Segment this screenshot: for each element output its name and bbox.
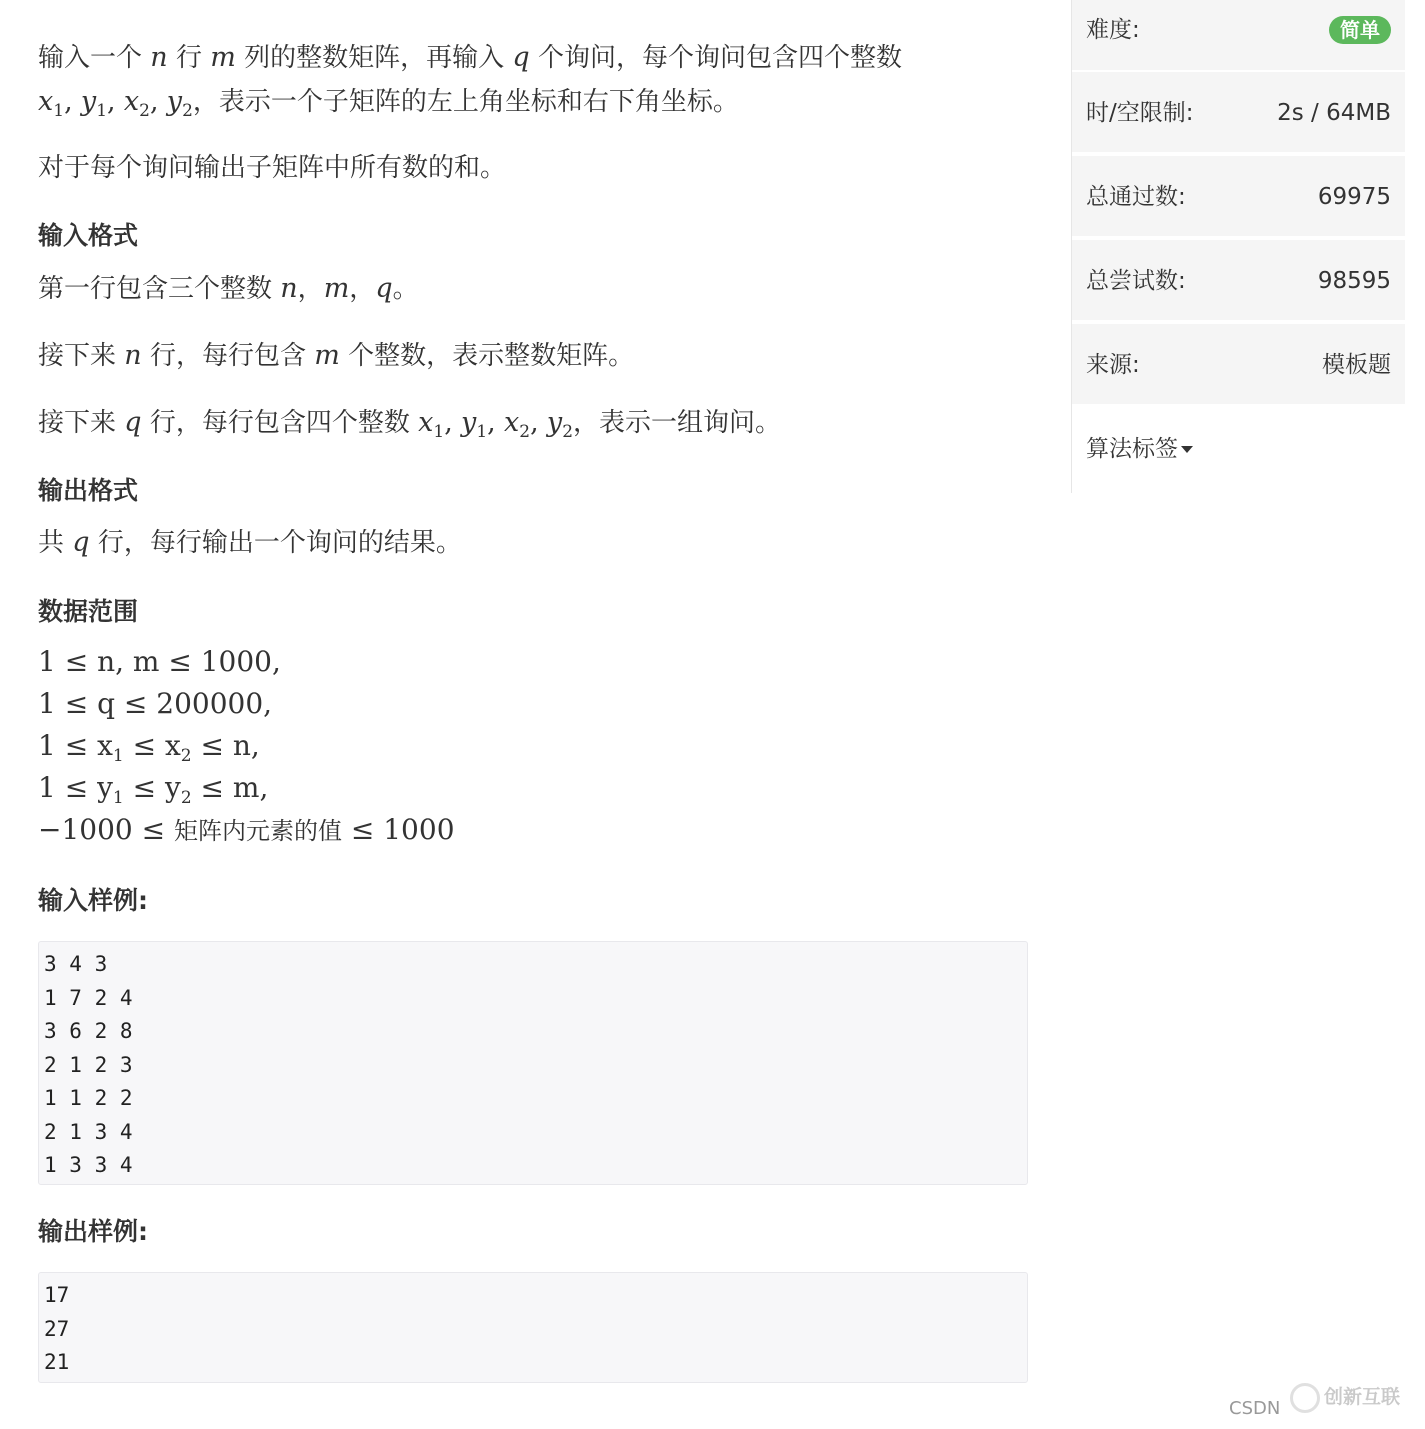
range-part: ≤ x <box>123 729 181 762</box>
range-part: 1 ≤ x <box>38 729 113 762</box>
limit-label: 时/空限制: <box>1086 100 1194 126</box>
math-var: x <box>123 86 140 117</box>
math-sub: 1 <box>112 788 124 808</box>
range-part: ≤ n, <box>191 729 260 762</box>
source-value[interactable]: 模板题 <box>1322 352 1391 378</box>
desc-line-1 <box>38 36 902 80</box>
desc-text: 输入一个 <box>38 43 143 73</box>
algorithm-tags-toggle[interactable] <box>1072 408 1405 490</box>
math-m: m <box>323 273 350 304</box>
input-format-line-1 <box>38 267 419 311</box>
math-comma: , <box>149 86 159 117</box>
desc-line-3: 对于每个询问输出子矩阵中所有数的和。 <box>38 153 507 183</box>
math-sub: 1 <box>53 101 65 121</box>
brand-watermark <box>1290 1382 1400 1413</box>
sample-input-code[interactable] <box>38 941 1028 1185</box>
desc-text: 共 <box>38 528 65 558</box>
desc-text: ，表示一个子矩阵的左上角坐标和右下角坐标。 <box>192 87 739 117</box>
desc-text: 行，每行包含 <box>149 341 306 371</box>
math-x2 <box>123 86 150 121</box>
math-y1 <box>80 86 108 121</box>
math-q: q <box>72 527 90 558</box>
math-x1 <box>38 86 65 121</box>
math-q: q <box>375 273 393 304</box>
desc-text: ， <box>297 274 324 304</box>
code-line: 27 <box>44 1316 70 1341</box>
source-row <box>1072 324 1405 406</box>
math-var: y <box>80 86 97 117</box>
attempts-row <box>1072 240 1405 322</box>
algorithm-tags-label[interactable] <box>1086 408 1193 490</box>
range-part: 1 ≤ y <box>38 771 113 804</box>
desc-text: 行 <box>175 43 202 73</box>
attempts-value: 98595 <box>1317 268 1391 294</box>
math-comma: , <box>107 86 116 117</box>
source-label: 来源: <box>1086 352 1140 378</box>
code-line: 21 <box>44 1350 70 1374</box>
desc-line-2 <box>38 80 739 124</box>
math-comma: , <box>444 407 453 438</box>
desc-text: 接下来 <box>38 341 117 371</box>
desc-text: 第一行包含三个整数 <box>38 274 273 304</box>
difficulty-label: 难度: <box>1086 17 1140 43</box>
math-sub: 2 <box>180 746 192 766</box>
desc-text: 接下来 <box>38 408 117 438</box>
limit-value: 2s / 64MB <box>1277 100 1391 126</box>
desc-text: ，表示一组询问。 <box>573 408 782 438</box>
caret-down-icon <box>1181 446 1193 453</box>
code-line: 2 1 3 4 <box>44 1119 133 1144</box>
math-m: m <box>314 340 340 371</box>
math-x1 <box>418 407 445 442</box>
input-format-heading: 输入格式 <box>38 221 139 250</box>
math-y1 <box>461 407 488 442</box>
range-line-4 <box>38 767 455 809</box>
tags-text: 算法标签 <box>1086 436 1178 462</box>
code-line: 1 3 3 4 <box>44 1153 133 1177</box>
input-format-line-3 <box>38 401 781 445</box>
csdn-watermark: CSDN <box>1229 1398 1281 1419</box>
code-line: 3 6 2 8 <box>44 1019 133 1043</box>
math-n: n <box>280 273 298 304</box>
math-sub: 2 <box>519 422 531 442</box>
code-line: 2 1 2 3 <box>44 1052 133 1077</box>
math-sub: 1 <box>112 746 124 766</box>
limit-row <box>1072 72 1405 154</box>
sample-output-code[interactable] <box>38 1272 1028 1383</box>
input-format-line-2 <box>38 334 634 378</box>
desc-text: 行，每行包含四个整数 <box>149 408 410 438</box>
code-line: 3 4 3 <box>44 952 108 976</box>
range-part: −1000 ≤ <box>38 813 174 846</box>
code-line: 1 7 2 4 <box>44 985 133 1010</box>
math-comma: , <box>530 407 539 438</box>
sample-output-heading: 输出样例: <box>38 1217 148 1246</box>
math-var: y <box>461 407 477 438</box>
data-range-heading: 数据范围 <box>38 597 139 626</box>
math-sub: 2 <box>139 101 150 121</box>
math-sub: 1 <box>433 422 445 442</box>
sample-input-heading: 输入样例: <box>38 886 148 915</box>
range-line-3 <box>38 725 455 767</box>
math-var: x <box>38 86 54 117</box>
output-format-heading: 输出格式 <box>38 476 139 505</box>
code-line: 1 1 2 2 <box>44 1086 133 1110</box>
desc-text: 。 <box>392 274 419 304</box>
desc-text: ， <box>349 274 376 304</box>
brand-logo-icon <box>1290 1383 1320 1413</box>
math-x2 <box>504 407 531 442</box>
brand-text: 创新互联 <box>1324 1386 1401 1408</box>
math-n: n <box>150 42 168 73</box>
math-comma: , <box>487 407 496 438</box>
passed-label: 总通过数: <box>1086 184 1186 210</box>
range-line-1: 1 ≤ n, m ≤ 1000, <box>38 645 281 678</box>
difficulty-badge: 简单 <box>1329 16 1391 44</box>
difficulty-row <box>1072 0 1405 72</box>
math-m: m <box>210 42 236 73</box>
math-var: x <box>504 407 520 438</box>
math-q: q <box>124 407 142 438</box>
desc-text: 列的整数矩阵，再输入 <box>244 43 505 73</box>
math-sub: 2 <box>562 422 574 442</box>
math-var: x <box>418 407 434 438</box>
desc-text: 个询问，每个询问包含四个整数 <box>537 43 902 73</box>
range-part: 矩阵内元素的值 <box>173 817 342 845</box>
code-line: 17 <box>44 1283 70 1307</box>
math-comma: , <box>64 86 73 117</box>
math-q: q <box>512 42 530 73</box>
range-part: ≤ m, <box>191 771 269 804</box>
math-n: n <box>124 340 142 371</box>
range-line-5 <box>38 809 455 852</box>
attempts-label: 总尝试数: <box>1086 268 1186 294</box>
math-y2 <box>546 407 574 442</box>
math-sub: 2 <box>182 101 193 121</box>
math-sub: 1 <box>96 101 108 121</box>
desc-text: 行，每行输出一个询问的结果。 <box>97 528 462 558</box>
output-format-line <box>38 521 462 565</box>
range-part: ≤ y <box>123 771 181 804</box>
passed-row <box>1072 156 1405 238</box>
math-sub: 1 <box>476 422 488 442</box>
problem-info-sidebar <box>1071 0 1405 493</box>
math-var: y <box>546 407 563 438</box>
desc-text: 个整数，表示整数矩阵。 <box>348 341 635 371</box>
passed-value: 69975 <box>1317 184 1391 210</box>
range-part: ≤ 1000 <box>341 813 455 846</box>
math-var: y <box>166 86 183 117</box>
math-sub: 2 <box>180 788 192 808</box>
range-line-2: 1 ≤ q ≤ 200000, <box>38 687 273 720</box>
data-range-block <box>38 641 455 852</box>
math-y2 <box>166 86 193 121</box>
